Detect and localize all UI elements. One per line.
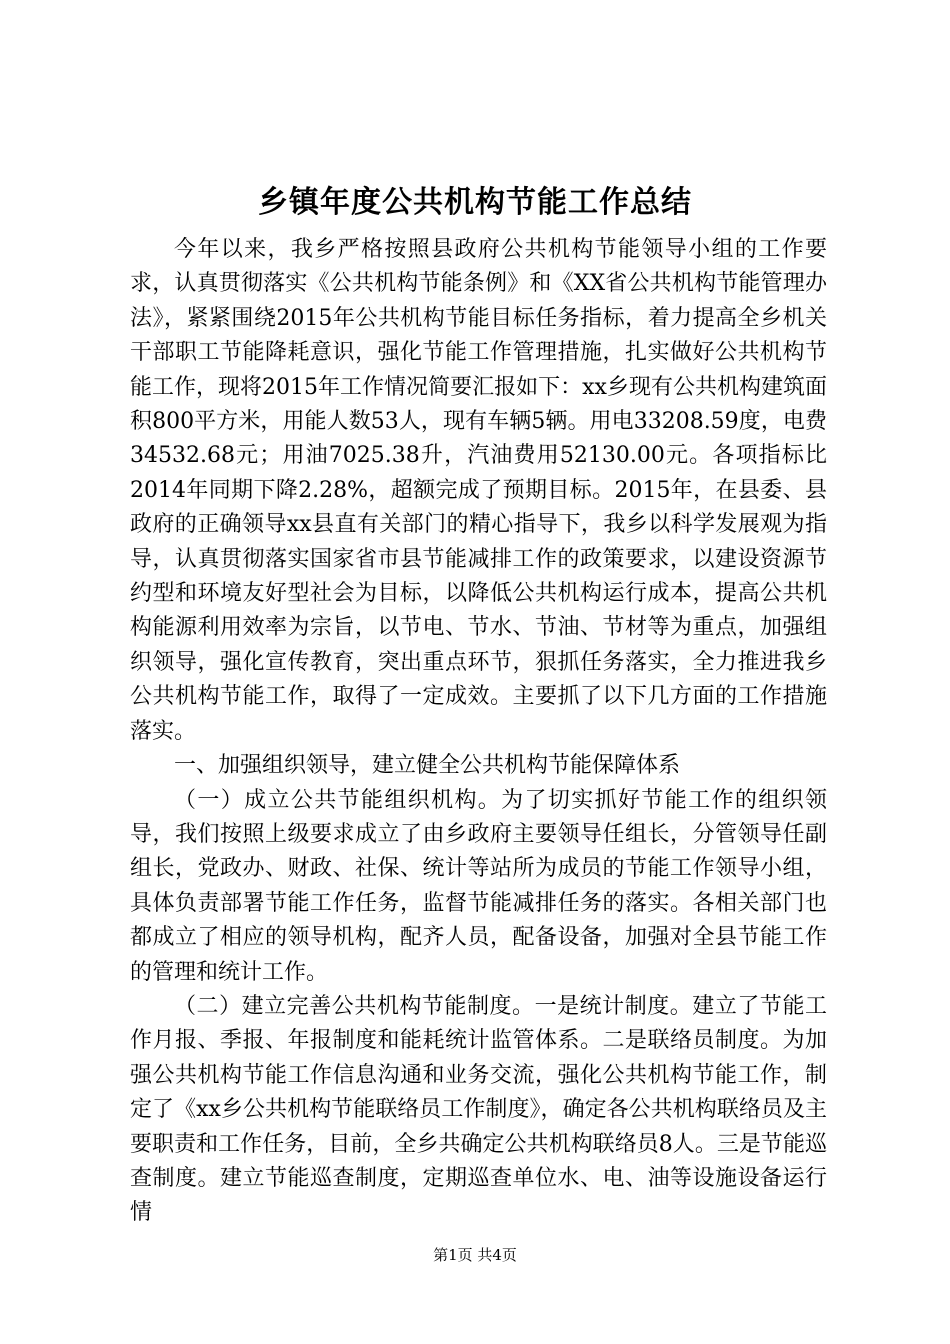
document-body bbox=[130, 233, 827, 1231]
document-title: 乡镇年度公共机构节能工作总结 bbox=[258, 185, 692, 220]
paragraph-subsection-2: （二）建立完善公共机构节能制度。一是统计制度。建立了节能工作月报、季报、年报制度和能耗统计监管体系。二是联络员制度。为加强公共机构节能工作信息沟通和业务交流，强化公共机构节能工作，制定了《xx乡公共机构节能联络员工作制度》，确定各公共机构联络员及主要职责和工作任务，目前，全乡共确定公共机构联络员8人。三是节能巡查制度。建立节能巡查制度，定期巡查单位水、电、油等设施设备运行情 bbox=[130, 993, 827, 1226]
section-heading-1: 一、加强组织领导，建立健全公共机构节能保障体系 bbox=[174, 753, 681, 779]
paragraph-subsection-1: （一）成立公共节能组织机构。为了切实抓好节能工作的组织领导，我们按照上级要求成立了由乡政府主要领导任组长，分管领导任副组长，党政办、财政、社保、统计等站所为成员的节能工作领导小组，具体负责部署节能工作任务，监督节能减排任务的落实。各相关部门也都成立了相应的领导机构，配齐人员，配备设备，加强对全县节能工作的管理和统计工作。 bbox=[130, 787, 827, 985]
paragraph-intro: 今年以来，我乡严格按照县政府公共机构节能领导小组的工作要求，认真贯彻落实《公共机构节能条例》和《XX省公共机构节能管理办法》，紧紧围绕2015年公共机构节能目标任务指标，着力提高全乡机关干部职工节能降耗意识，强化节能工作管理措施，扎实做好公共机构节能工作，现将2015年工作情况简要汇报如下：xx乡现有公共机构建筑面积800平方米，用能人数53人，现有车辆5辆。用电33208.59度，电费34532.68元；用油7025.38升，汽油费用52130.00元。各项指标比2014年同期下降2.28%，超额完成了预期目标。2015年，在县委、县政府的正确领导xx县直有关部门的精心指导下，我乡以科学发展观为指导，认真贯彻落实国家省市县节能减排工作的政策要求，以建设资源节约型和环境友好型社会为目标，以降低公共机构运行成本，提高公共机构能源利用效率为宗旨，以节电、节水、节油、节材等为重点，加强组织领导，强化宣传教育，突出重点环节，狠抓任务落实，全力推进我乡公共机构节能工作，取得了一定成效。主要抓了以下几方面的工作措施落实。 bbox=[130, 237, 827, 744]
page-number-footer: 第1页 共4页 bbox=[433, 1246, 517, 1264]
